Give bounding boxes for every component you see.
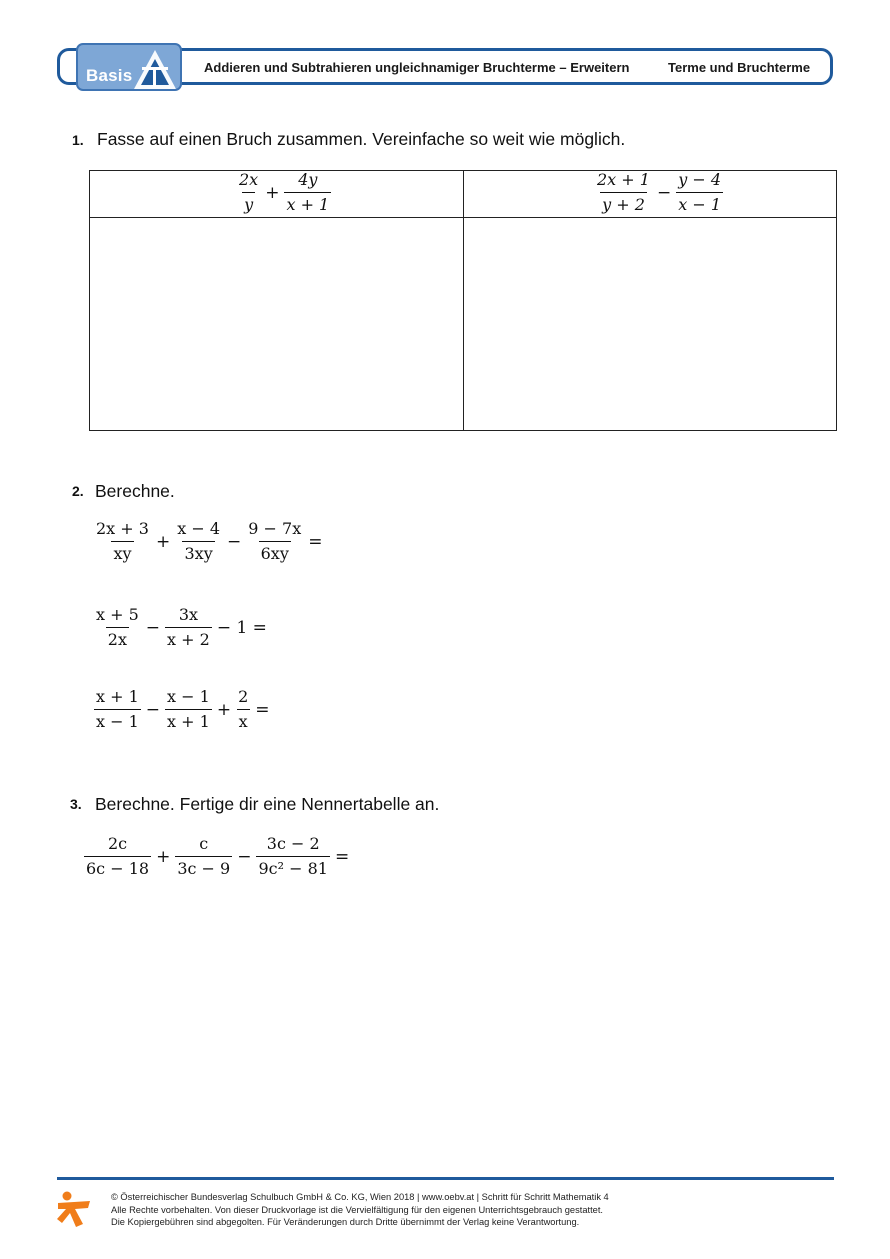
fraction: $\frac{9 - 7x}{6xy}$ — [248, 519, 302, 563]
fraction: $\frac{3x}{x + 2}$ — [167, 605, 210, 649]
publisher-logo-icon — [55, 1190, 93, 1228]
exercise-1-instruction: Fasse auf einen Bruch zusammen. Vereinfache so weit wie möglich. — [97, 129, 626, 149]
fraction: $\frac{x + 1}{x - 1}$ — [96, 687, 139, 731]
footer-line-2: Alle Rechte vorbehalten. Von dieser Druckvorlage ist die Vervielfältigung für den eigenen Unterrichtsgebrauch gestattet. — [111, 1204, 603, 1215]
exercise-3-instruction: Berechne. Fertige dir eine Nennertabelle an. — [95, 794, 440, 814]
fraction: $\frac{y - 4}{x - 1}$ — [678, 170, 722, 214]
fraction: $\frac{2}{x}$ — [238, 687, 249, 731]
fraction: $\frac{4y}{x + 1}$ — [286, 170, 330, 214]
exercise-3-term: $\frac{2c}{6c - 18}$ + $\frac{c}{3c - 9}$ − $\frac{3c - 2}{\text{9c² − 81}}$ = — [86, 834, 350, 878]
fraction: $\frac{2x + 3}{xy}$ — [96, 519, 149, 563]
exercise-3-number: 3. — [70, 796, 82, 812]
exercise-2c-term: $\frac{x + 1}{x - 1}$ − $\frac{x - 1}{x + 1}$ + $\frac{2}{x}$ = — [96, 687, 270, 731]
footer-line-3: Die Kopiergebühren sind abgegolten. Für Veränderungen durch Dritte übernimmt der Verlag keine Verantwortung. — [111, 1217, 580, 1227]
exercise-2a-term: $\frac{2x + 3}{xy}$ + $\frac{x - 4}{3xy}$ − $\frac{9 - 7x}{6xy}$ = — [96, 519, 323, 563]
exercise-2b-term: $\frac{x + 5}{2x}$ − $\frac{3x}{x + 2}$ − 1 = — [96, 605, 267, 649]
footer-copyright — [111, 1191, 609, 1229]
fraction: $\frac{2x + 1}{y + 2}$ — [597, 170, 650, 214]
footer-line-1: © Österreichischer Bundesverlag Schulbuch GmbH & Co. KG, Wien 2018 | www.oebv.at | Schritt für Schritt Mathematik 4 — [111, 1192, 609, 1202]
table-column-divider — [463, 171, 464, 430]
table-header-divider — [90, 217, 836, 218]
fraction: $\frac{3c - 2}{\text{9c² − 81}}$ — [258, 834, 328, 878]
footer-rule — [57, 1177, 834, 1180]
worksheet-topic: Terme und Bruchterme — [668, 60, 811, 75]
exercise-1-term-left: $\frac{2x}{y}$ + $\frac{4y}{x + 1}$ — [239, 170, 330, 214]
fraction: $\frac{2c}{6c - 18}$ — [86, 834, 150, 878]
fraction: $\frac{c}{3c - 9}$ — [177, 834, 231, 878]
exercise-2-instruction: Berechne. — [95, 481, 175, 501]
exercise-1-number: 1. — [72, 132, 84, 148]
exercise-1-term-right: $\frac{2x + 1}{y + 2}$ − $\frac{y - 4}{x - 1}$ — [597, 170, 722, 214]
fraction: $\frac{x - 4}{3xy}$ — [177, 519, 220, 563]
basis-label: Basis — [86, 66, 133, 85]
worksheet-title: Addieren und Subtrahieren ungleichnamiger Bruchterme – Erweitern — [204, 60, 630, 75]
fraction: $\frac{x + 5}{2x}$ — [96, 605, 139, 649]
exercise-2-number: 2. — [72, 483, 84, 499]
basis-badge — [76, 43, 182, 91]
fraction: $\frac{x - 1}{x + 1}$ — [167, 687, 210, 731]
triangle-logo-icon — [132, 47, 178, 91]
fraction: $\frac{2x}{y}$ — [239, 170, 259, 214]
